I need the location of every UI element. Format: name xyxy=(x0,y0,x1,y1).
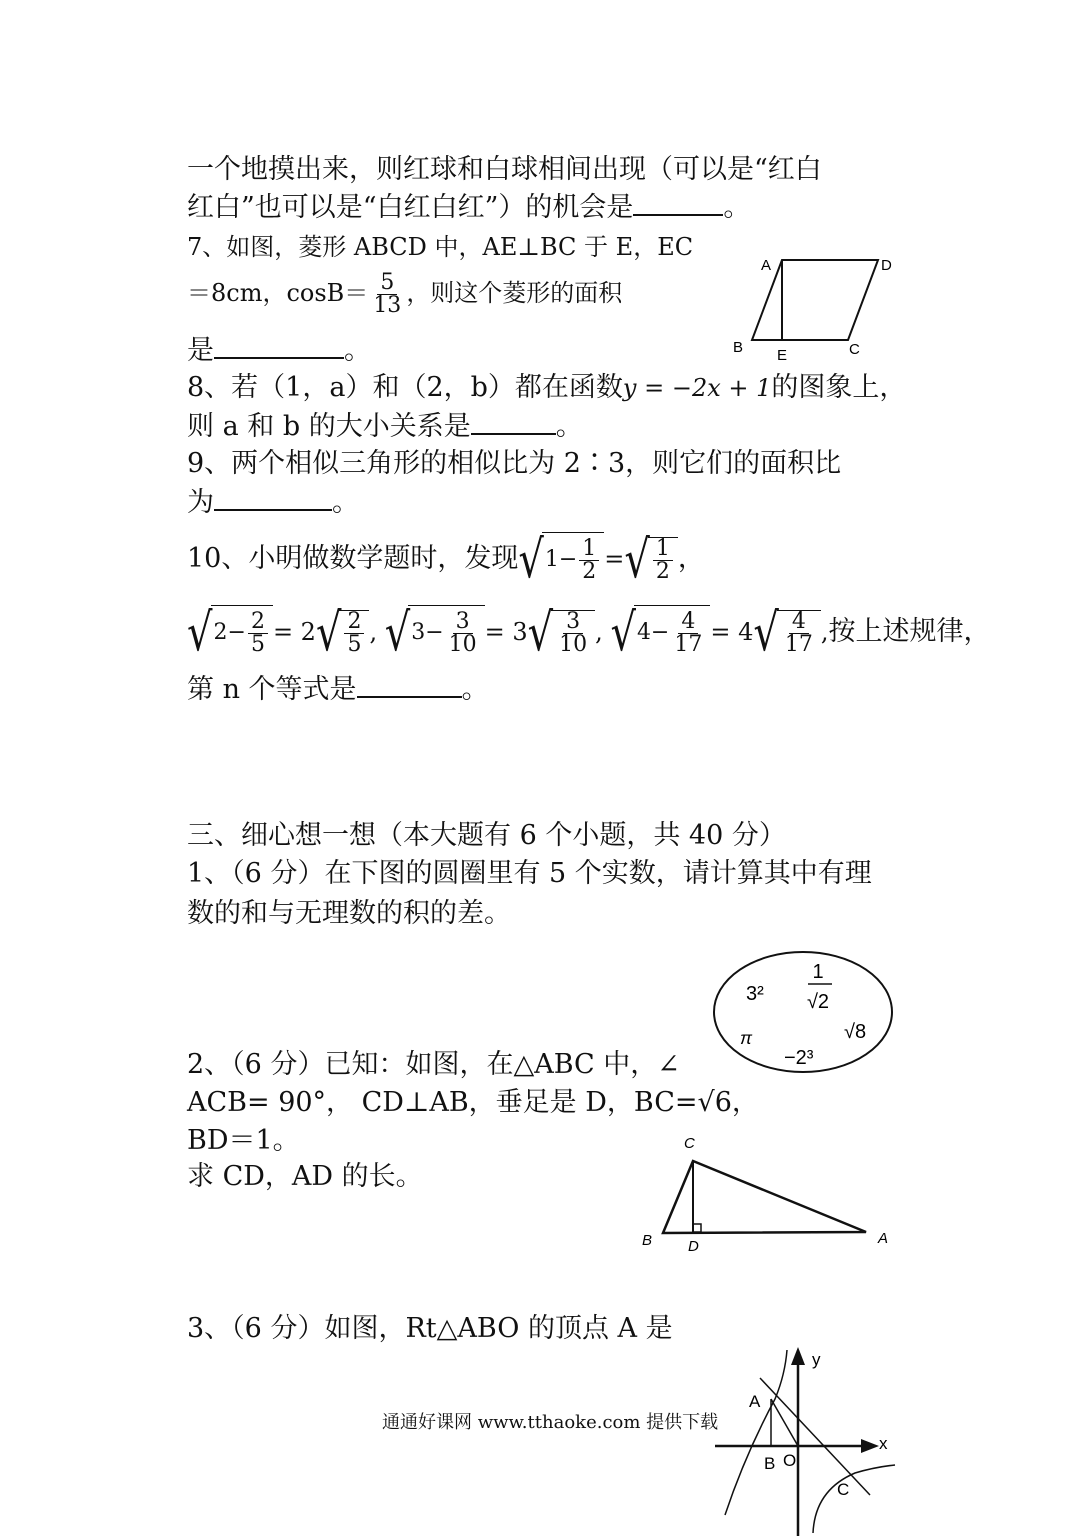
q10-line3-text: 第 n 个等式是 xyxy=(187,674,357,705)
q9-line2-text: 为 xyxy=(187,487,214,518)
q8-answer-blank[interactable] xyxy=(471,409,556,435)
q8-line2 xyxy=(187,409,583,444)
q10-sqrt-4b: √ $\frac{4}{17}$ xyxy=(753,610,821,656)
right-angle-mark xyxy=(693,1224,701,1232)
label-a: A xyxy=(878,1230,889,1247)
label-b: B xyxy=(764,1454,776,1473)
q8-line2-text: 则 a 和 b 的大小关系是 xyxy=(187,411,471,442)
q10-tail: 按上述规律， xyxy=(828,616,991,647)
rhombus-figure xyxy=(725,248,905,368)
q7-line3-text: 是 xyxy=(187,335,214,366)
q6-text: 红白”也可以是“白红白红”）的机会是 xyxy=(187,192,634,223)
label-e: E xyxy=(777,347,788,364)
circle-num-neg-2-cubed: −2³ xyxy=(784,1047,814,1069)
q7-line3 xyxy=(187,333,371,368)
q6-answer-blank[interactable] xyxy=(633,190,723,216)
q7-answer-blank[interactable] xyxy=(214,333,344,359)
label-o: O xyxy=(783,1451,797,1470)
p2-line1: 2、（6 分）已知：如图，在△ABC 中，∠ xyxy=(187,1049,680,1080)
q9-answer-blank[interactable] xyxy=(214,485,332,511)
q7-end: 。 xyxy=(344,335,371,366)
q7-fraction xyxy=(370,272,404,317)
label-d: D xyxy=(688,1238,699,1255)
p1-line2: 数的和与无理数的积的差。 xyxy=(187,898,511,929)
page-footer: 通通好课网 www.tthaoke.com 提供下载 xyxy=(382,1412,719,1433)
circle-frac-num: 1 xyxy=(812,961,824,983)
q10-sqrt-2a: √ 2− $\frac{2}{5}$ xyxy=(187,605,273,660)
label-b: B xyxy=(642,1232,653,1249)
q9-line1: 9、两个相似三角形的相似比为 2∶3，则它们的面积比 xyxy=(187,448,842,479)
line-ac xyxy=(760,1378,870,1495)
label-x: x xyxy=(879,1434,888,1453)
q6-end: 。 xyxy=(723,192,751,223)
x-axis-arrow xyxy=(861,1439,879,1453)
label-a: A xyxy=(761,257,772,274)
p2-line2: ACB= 90°， CD⊥AB，垂足是 D，BC=√6， xyxy=(187,1087,759,1118)
circle-num-3-squared: 3² xyxy=(746,983,764,1005)
q10-sqrt-1b: √ $\frac{1}{2}$ xyxy=(624,537,678,583)
q10-sqrt-3b: √ $\frac{3}{10}$ xyxy=(528,610,596,656)
hyperbola-branch-right xyxy=(813,1465,895,1533)
p2-line4: 求 CD，AD 的长。 xyxy=(187,1161,423,1192)
q10-sqrt-3a: √ 3− $\frac{3}{10}$ xyxy=(385,605,485,660)
q10-line3 xyxy=(187,672,489,707)
q6-line1: 一个地摸出来，则红球和白球相间出现（可以是“红白 xyxy=(187,154,822,185)
q8-line1a: 8、若（1，a）和（2，b）都在函数 xyxy=(187,372,623,403)
label-c: C xyxy=(849,341,860,358)
label-d: D xyxy=(881,257,892,274)
p1-line1: 1、（6 分）在下图的圆圈里有 5 个实数，请计算其中有理 xyxy=(187,858,872,889)
label-c: C xyxy=(684,1135,695,1152)
circle-num-pi: π xyxy=(740,1028,753,1048)
q10-sqrt-2b: √ $\frac{2}{5}$ xyxy=(316,610,370,656)
q8-line1b: 的图象上， xyxy=(771,372,907,403)
q8-end: 。 xyxy=(555,411,583,442)
q7-line1: 7、如图，菱形 ABCD 中，AE⊥BC 于 E，EC xyxy=(187,233,694,261)
p2-line3: BD＝1。 xyxy=(187,1125,300,1156)
label-b: B xyxy=(733,339,744,356)
q10-sqrt-1a: √ 1− $\frac{1}{2}$ xyxy=(518,532,604,587)
q10-line1: 10、小明做数学题时，发现 √ 1− $\frac{1}{2}$ = √ $\frac{1}{2}$ ， xyxy=(187,529,705,590)
circle-frac-den: √2 xyxy=(806,991,830,1013)
segment-ao xyxy=(771,1399,798,1446)
q10-line2: √ 2− $\frac{2}{5}$ = 2 √ $\frac{2}{5}$ , √ 3− $\frac{3}{10}$ = 3 √ $\frac{3}{10}$ , √ 4− $\frac{4}{17}$ = 4 √ $\frac{4}{17}$ ,按上述规律， xyxy=(187,602,991,663)
q7-line2a: ＝8cm，cosB＝ xyxy=(187,279,369,307)
q7-line2 xyxy=(187,272,622,317)
q7-line2b: ，则这个菱形的面积 xyxy=(406,279,623,307)
q6-line2 xyxy=(187,190,750,225)
coordinate-figure xyxy=(705,1345,905,1536)
label-c: C xyxy=(837,1480,850,1499)
triangle-figure xyxy=(636,1130,906,1260)
q10-line1a: 10、小明做数学题时，发现 xyxy=(187,543,519,574)
q8-line1 xyxy=(187,371,906,405)
q7-frac-den: 13 xyxy=(373,293,402,318)
label-a: A xyxy=(749,1392,761,1411)
q10-sqrt-4a: √ 4− $\frac{4}{17}$ xyxy=(610,605,710,660)
circle-num-sqrt8: √8 xyxy=(844,1021,867,1043)
q8-function: y = −2x + 1 xyxy=(622,374,772,402)
q10-end: 。 xyxy=(461,674,489,705)
hyperbola-branch-left xyxy=(725,1350,787,1515)
numbers-circle-figure xyxy=(708,948,898,1078)
q9-end: 。 xyxy=(332,487,359,518)
y-axis-arrow xyxy=(791,1347,805,1365)
q9-line2 xyxy=(187,485,359,520)
p3-line1: 3、（6 分）如图，Rt△ABO 的顶点 A 是 xyxy=(187,1313,673,1344)
section3-title: 三、细心想一想（本大题有 6 个小题，共 40 分） xyxy=(187,820,786,851)
label-y: y xyxy=(812,1350,821,1369)
q7-frac-num: 5 xyxy=(377,272,397,295)
q10-answer-blank[interactable] xyxy=(357,672,462,698)
